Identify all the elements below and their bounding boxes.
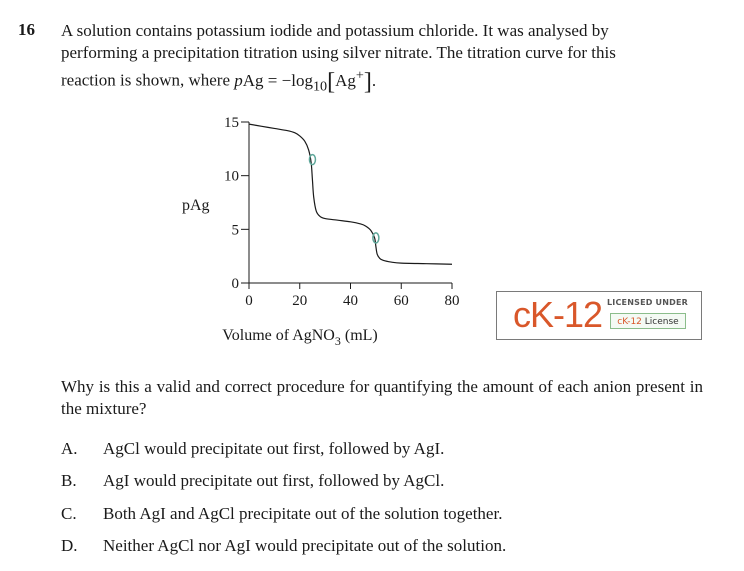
question-prompt: Why is this a valid and correct procedure for quantifying the amount of each anion present in the mixture? <box>61 377 703 418</box>
pag-formula: pAg = $-\log_{10}[Ag^+]$. <box>234 67 377 95</box>
option-a[interactable] <box>61 438 444 460</box>
titration-chart-svg <box>170 108 470 353</box>
x-tick-label: 20 <box>292 293 308 309</box>
question-stem <box>61 20 703 97</box>
option-c-text: Both AgI and AgCl precipitate out of the solution together. <box>103 504 503 523</box>
y-tick-label: 10 <box>224 168 239 185</box>
x-tick-label: 0 <box>245 293 253 309</box>
option-d-letter: D. <box>61 536 78 555</box>
option-b-letter: B. <box>61 471 77 490</box>
license-badge[interactable] <box>496 291 702 340</box>
ck12-logo: cK-12 <box>513 294 603 335</box>
x-tick-label: 40 <box>343 293 358 309</box>
stem-line-3-text: reaction is shown, where <box>61 70 235 90</box>
option-b-text: AgI would precipitate out first, followed by AgCl. <box>103 471 445 490</box>
license-link[interactable]: cK-12 License <box>610 313 686 329</box>
option-a-text: AgCl would precipitate out first, followed by AgI. <box>103 439 445 458</box>
x-axis-label: Volume of AgNO$_3$ (mL) <box>222 327 378 348</box>
option-d-text: Neither AgCl nor AgI would precipitate out of the solution. <box>103 536 507 555</box>
stem-line-3 <box>61 64 703 97</box>
stem-line-1: A solution contains potassium iodide and potassium chloride. It was analysed by <box>61 21 609 40</box>
y-axis-label: pAg <box>182 197 210 214</box>
x-tick-label: 60 <box>393 293 409 309</box>
stem-line-2: performing a precipitation titration using silver nitrate. The titration curve for this <box>61 43 616 62</box>
titration-curve-line <box>249 124 452 264</box>
option-a-letter: A. <box>61 439 78 458</box>
option-c[interactable] <box>61 503 502 525</box>
y-tick-label: 5 <box>231 222 239 239</box>
question-number: 16 <box>18 20 35 39</box>
option-d[interactable] <box>61 535 506 557</box>
option-c-letter: C. <box>61 504 77 523</box>
titration-chart <box>170 108 470 358</box>
y-tick-label: 15 <box>224 115 239 131</box>
option-b[interactable] <box>61 470 444 492</box>
license-label: LICENSED UNDER <box>607 298 689 307</box>
y-tick-label: 0 <box>231 276 239 292</box>
x-tick-label: 80 <box>444 293 460 309</box>
